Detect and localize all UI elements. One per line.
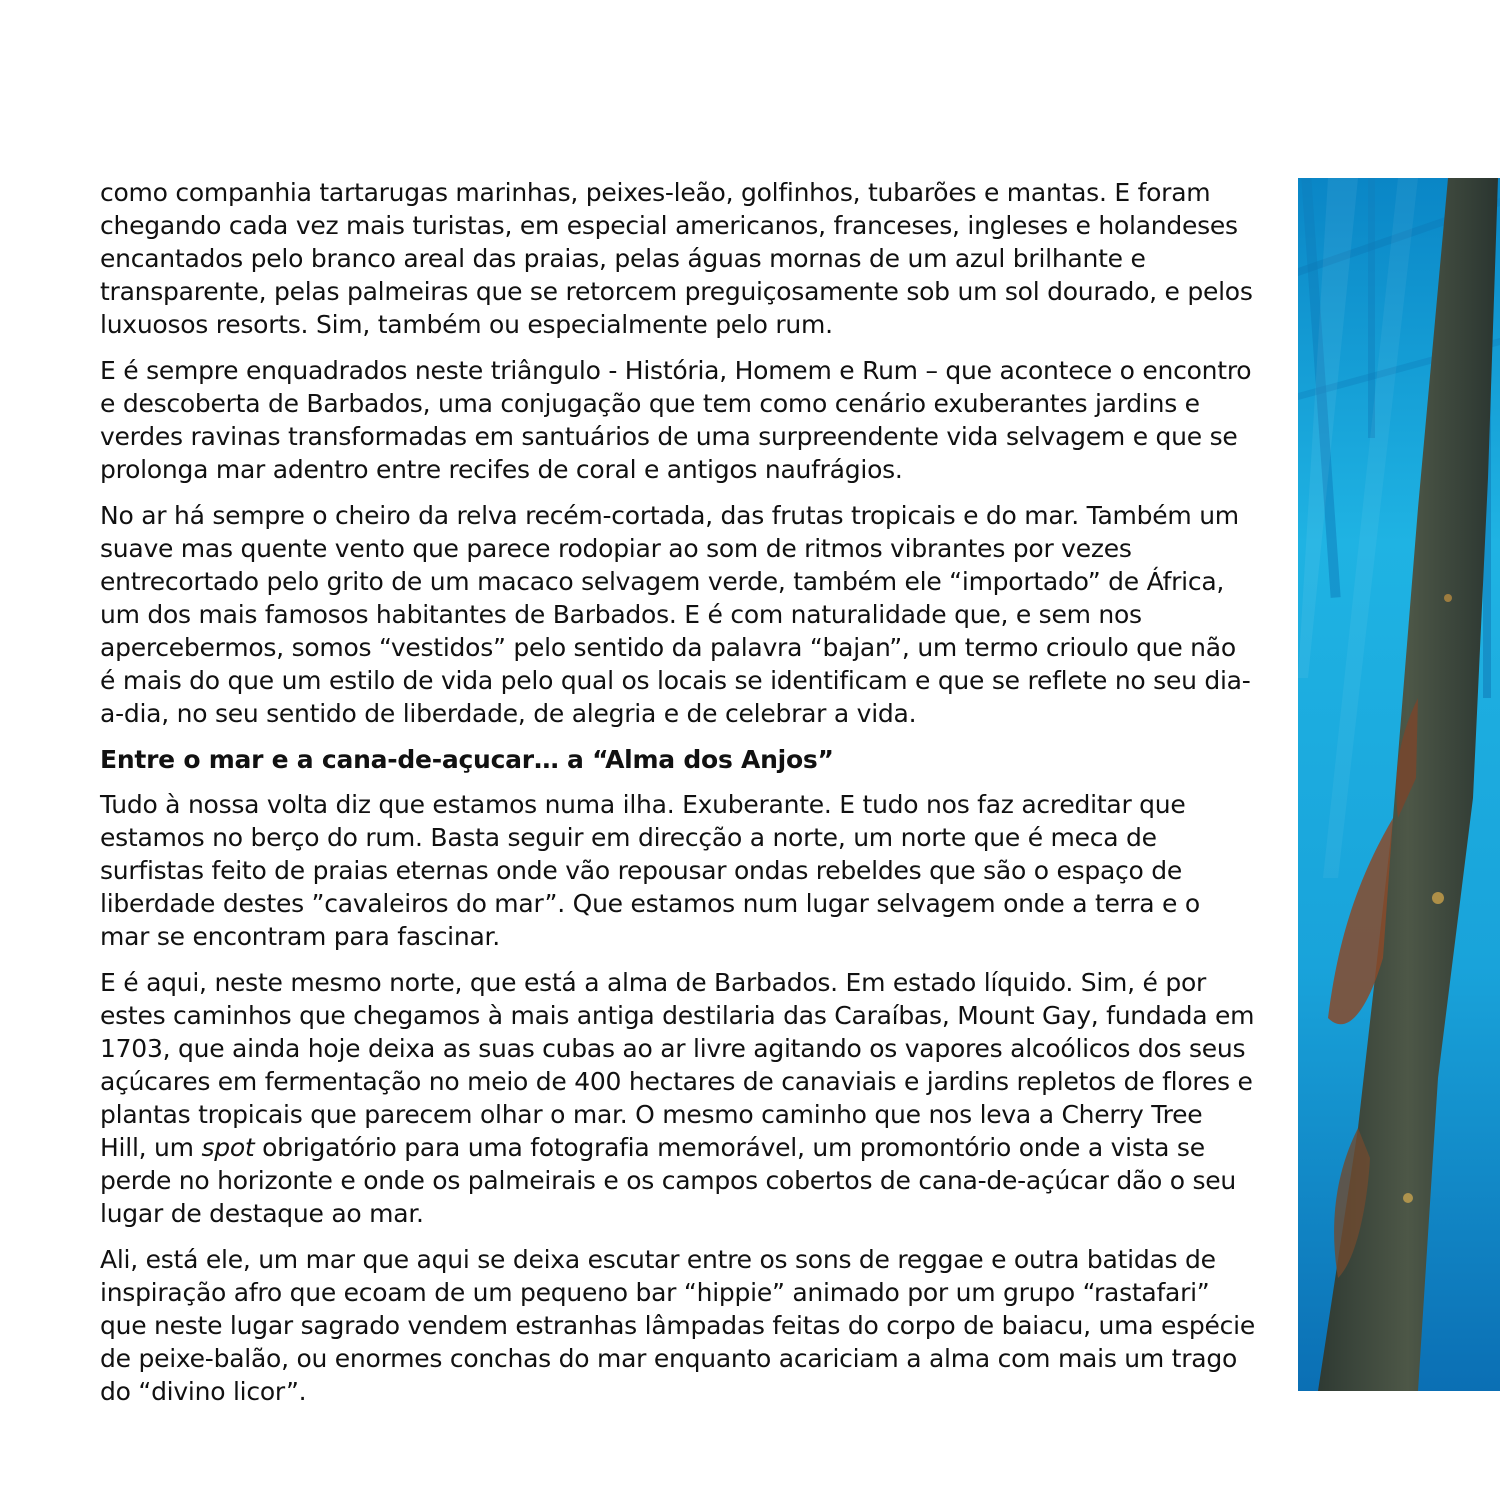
- paragraph-5-text-a: E é aqui, neste mesmo norte, que está a alma de Barbados. Em estado líquido. Sim, é por estes caminhos que chegamos à mais antiga destilaria das Caraíbas, Mount Gay, fundada em 1703, que ainda hoje deixa as suas cubas ao ar livre agitando os vapores alcoólicos dos seus açúcares em fermentação no meio de 400 hectares de canaviais e jardins repletos de flores e plantas tropicais que parecem olhar o mar. O mesmo caminho que nos leva a Cherry Tree Hill, um: [100, 968, 1255, 1162]
- paragraph-4: Tudo à nossa volta diz que estamos numa ilha. Exuberante. E tudo nos faz acreditar que estamos no berço do rum. Basta seguir em direcção a norte, um norte que é meca de surfistas feito de praias eternas onde vão repousar ondas rebeldes que são o espaço de liberdade destes ”cavaleiros do mar”. Que estamos num lugar selvagem onde a terra e o mar se encontram para fascinar.: [100, 790, 1200, 951]
- article-body: [100, 176, 1256, 1421]
- paragraph-6: Ali, está ele, um mar que aqui se deixa escutar entre os sons de reggae e outra batidas de inspiração afro que ecoam de um pequeno bar “hippie” animado por um grupo “rastafari” que neste lugar sagrado vendem estranhas lâmpadas feitas do corpo de baiacu, uma espécie de peixe-balão, ou enormes conchas do mar enquanto acariciam a alma com mais um trago do “divino licor”.: [100, 1245, 1255, 1406]
- paragraph-5: [100, 966, 1256, 1230]
- underwater-pillar-photo: [1298, 178, 1500, 1391]
- section-heading: Entre o mar e a cana-de-açucar… a “Alma dos Anjos”: [100, 745, 834, 774]
- paragraph-5-text-b: obrigatório para uma fotografia memorável, um promontório onde a vista se perde no horizonte e onde os palmeirais e os campos cobertos de cana-de-açúcar dão o seu lugar de destaque ao mar.: [100, 1133, 1237, 1228]
- paragraph-2: E é sempre enquadrados neste triângulo - História, Homem e Rum – que acontece o encontro e descoberta de Barbados, uma conjugação que tem como cenário exuberantes jardins e verdes ravinas transformadas em santuários de uma surpreendente vida selvagem e que se prolonga mar adentro entre recifes de coral e antigos naufrágios.: [100, 356, 1252, 484]
- paragraph-5-italic-spot: spot: [201, 1133, 255, 1162]
- underwater-pillar-illustration: [1298, 178, 1500, 1391]
- paragraph-3: No ar há sempre o cheiro da relva recém-cortada, das frutas tropicais e do mar. Também um suave mas quente vento que parece rodopiar ao som de ritmos vibrantes por vezes entrecortado pelo grito de um macaco selvagem verde, também ele “importado” de África, um dos mais famosos habitantes de Barbados. E é com naturalidade que, e sem nos apercebermos, somos “vestidos” pelo sentido da palavra “bajan”, um termo crioulo que não é mais do que um estilo de vida pelo qual os locais se identificam e que se reflete no seu dia-a-dia, no seu sentido de liberdade, de alegria e de celebrar a vida.: [100, 501, 1251, 728]
- paragraph-1: como companhia tartarugas marinhas, peixes-leão, golfinhos, tubarões e mantas. E foram chegando cada vez mais turistas, em especial americanos, franceses, ingleses e holandeses encantados pelo branco areal das praias, pelas águas mornas de um azul brilhante e transparente, pelas palmeiras que se retorcem preguiçosamente sob um sol dourado, e pelos luxuosos resorts. Sim, também ou especialmente pelo rum.: [100, 178, 1253, 339]
